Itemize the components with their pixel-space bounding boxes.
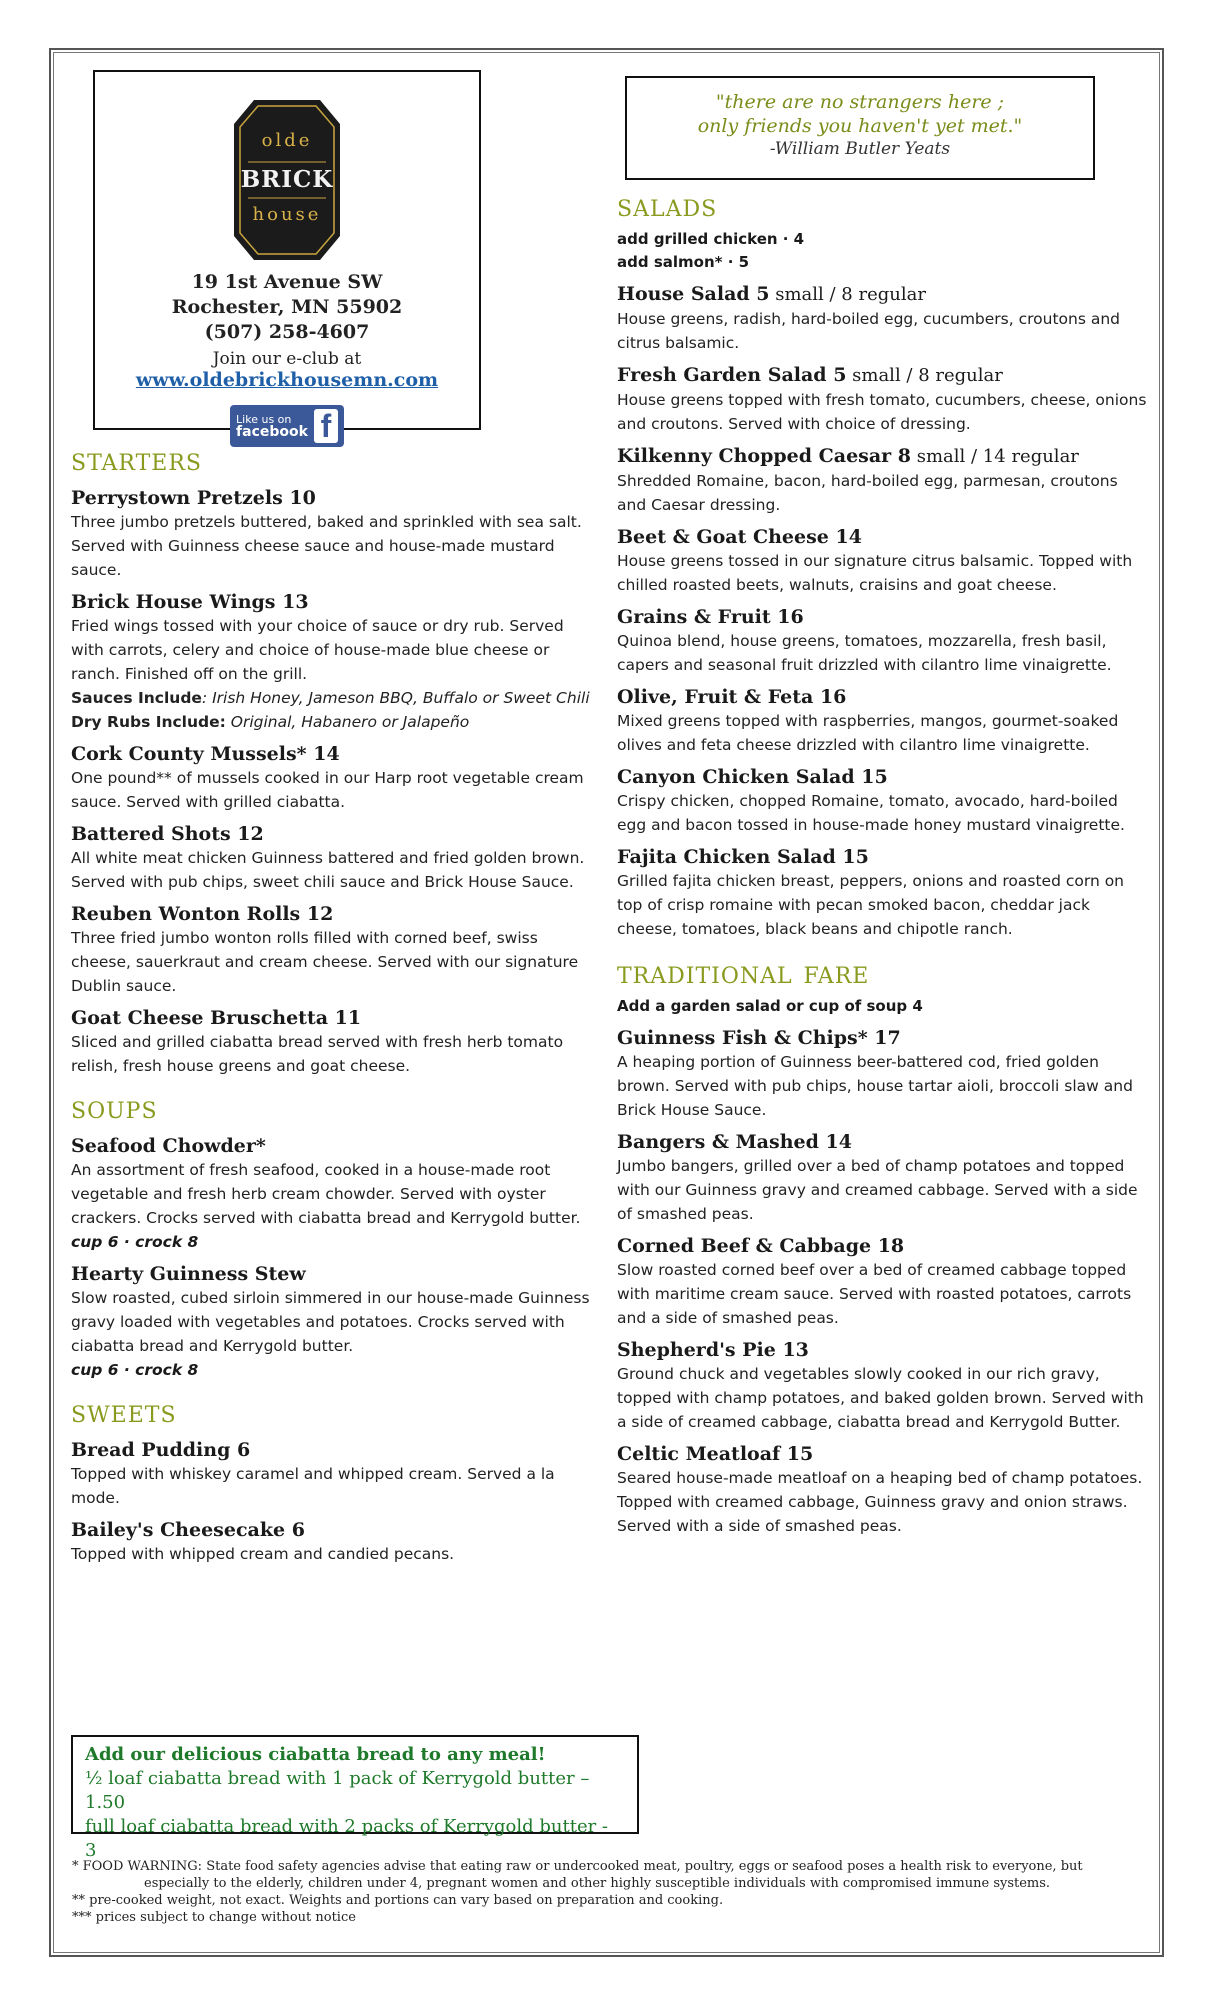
logo-line-house: house	[252, 204, 322, 225]
menu-item	[617, 845, 1147, 941]
section-title: salads	[617, 188, 718, 224]
menu-item	[617, 525, 1147, 597]
item-description: Ground chuck and vegetables slowly cooked in our rich gravy, topped with champ potatoes, and baked golden brown. Served with a side of creamed cabbage, ciabatta bread and Kerrygold Butter.	[617, 1365, 1144, 1431]
item-description: An assortment of fresh seafood, cooked in a house-made root vegetable and fresh herb cream chowder. Served with oyster crackers. Crocks served with ciabatta bread and Kerrygold butter.	[71, 1161, 581, 1227]
restaurant-logo	[234, 100, 340, 260]
item-name: Seafood Chowder*	[71, 1135, 266, 1157]
sauces-list: : Irish Honey, Jameson BBQ, Buffalo or Sweet Chili	[201, 689, 590, 707]
item-size: small / 8 regular	[769, 284, 926, 305]
rubs-label: Dry Rubs Include:	[71, 713, 226, 731]
item-name: Hearty Guinness Stew	[71, 1263, 306, 1285]
salads-addon-chicken: add grilled chicken · 4	[617, 230, 805, 248]
logo-line-brick: BRICK	[240, 166, 334, 193]
menu-item	[71, 486, 596, 582]
item-name: Bangers & Mashed 14	[617, 1131, 852, 1153]
quote-author: -William Butler Yeats	[769, 139, 951, 159]
footnotes	[72, 1858, 1152, 1926]
menu-item	[617, 605, 1147, 677]
item-name: Corned Beef & Cabbage 18	[617, 1235, 905, 1257]
item-name: Cork County Mussels* 14	[71, 743, 340, 765]
item-name: Perrystown Pretzels 10	[71, 487, 316, 509]
item-description: Sliced and grilled ciabatta bread served with fresh herb tomato relish, fresh house greens and goat cheese.	[71, 1033, 564, 1075]
item-size: small / 8 regular	[846, 365, 1003, 386]
item-description: Crispy chicken, chopped Romaine, tomato, avocado, hard-boiled egg and bacon tossed in house-made honey mustard vinaigrette.	[617, 792, 1125, 834]
rubs-line	[71, 710, 596, 734]
bread-headline: Add our delicious ciabatta bread to any meal!	[85, 1744, 546, 1765]
left-column	[71, 70, 596, 1566]
menu-item	[617, 282, 1147, 355]
right-column	[617, 76, 1147, 1538]
salads-section	[617, 188, 1147, 941]
quote-line-2: only friends you haven't yet met."	[697, 115, 1023, 137]
item-price: cup 6 · crock 8	[71, 1361, 199, 1379]
quote-line-1: "there are no strangers here ;	[715, 91, 1005, 113]
section-title: soups	[71, 1090, 158, 1126]
food-warning-continued: especially to the elderly, children under 4, pregnant women and other highly susceptible individuals with compromised immune systems.	[144, 1876, 1051, 1891]
salads-addon-salmon: add salmon* · 5	[617, 253, 750, 271]
facebook-like-text: Like us on	[236, 413, 292, 426]
bread-full-loaf: full loaf ciabatta bread with 2 packs of Kerrygold butter - 3	[85, 1816, 609, 1861]
facebook-button[interactable]	[230, 405, 344, 447]
menu-item	[617, 1234, 1147, 1330]
item-description: Quinoa blend, house greens, tomatoes, mozzarella, fresh basil, capers and seasonal fruit drizzled with cilantro lime vinaigrette.	[617, 632, 1112, 674]
item-name: Canyon Chicken Salad 15	[617, 766, 888, 788]
menu-item	[617, 1130, 1147, 1226]
item-name: Fresh Garden Salad 5	[617, 364, 847, 386]
item-description: Topped with whipped cream and candied pecans.	[71, 1545, 455, 1563]
item-name: Celtic Meatloaf 15	[617, 1443, 814, 1465]
sweets-section	[71, 1394, 596, 1566]
sauces-label: Sauces Include	[71, 689, 202, 707]
item-description: Slow roasted corned beef over a bed of creamed cabbage topped with maritime cream sauce. Served with roasted potatoes, carrots and a side of smashed peas.	[617, 1261, 1132, 1327]
item-description: House greens, radish, hard-boiled egg, cucumbers, croutons and citrus balsamic.	[617, 310, 1121, 352]
menu-item	[71, 902, 596, 998]
rubs-list: Original, Habanero or Jalapeño	[225, 713, 470, 731]
website-link[interactable]: www.oldebrickhousemn.com	[135, 369, 439, 391]
eclub-text: Join our e-club at	[212, 349, 362, 369]
item-name: Bread Pudding 6	[71, 1439, 251, 1461]
item-name: Bailey's Cheesecake 6	[71, 1519, 305, 1541]
item-name: House Salad 5	[617, 283, 770, 305]
item-description: House greens topped with fresh tomato, cucumbers, cheese, onions and croutons. Served with choice of dressing.	[617, 391, 1147, 433]
item-name: Grains & Fruit 16	[617, 606, 804, 628]
item-description: Seared house-made meatloaf on a heaping bed of champ potatoes. Topped with creamed cabbage, Guinness gravy and onion straws. Served with a side of smashed peas.	[617, 1469, 1143, 1535]
item-price: cup 6 · crock 8	[71, 1233, 199, 1251]
item-description: Grilled fajita chicken breast, peppers, onions and roasted corn on top of crisp romaine with pecan smoked bacon, cheddar jack cheese, tomatoes, black beans and chipotle ranch.	[617, 872, 1125, 938]
item-description: Shredded Romaine, bacon, hard-boiled egg, parmesan, croutons and Caesar dressing.	[617, 472, 1118, 514]
item-name: Brick House Wings 13	[71, 591, 309, 613]
item-size: small / 14 regular	[911, 446, 1079, 467]
item-description: Three jumbo pretzels buttered, baked and sprinkled with sea salt. Served with Guinness cheese sauce and house-made mustard sauce.	[71, 513, 582, 579]
menu-item	[617, 1026, 1147, 1122]
menu-item	[617, 1442, 1147, 1538]
facebook-icon: f	[314, 409, 338, 443]
address-city: Rochester, MN 55902	[171, 296, 403, 318]
menu-item	[617, 1338, 1147, 1434]
item-description: A heaping portion of Guinness beer-battered cod, fried golden brown. Served with pub chips, house tartar aioli, broccoli slaw and Brick House Sauce.	[617, 1053, 1133, 1119]
starters-section	[71, 442, 596, 1078]
bread-half-loaf: ½ loaf ciabatta bread with 1 pack of Kerrygold butter – 1.50	[85, 1768, 590, 1813]
menu-item	[617, 765, 1147, 837]
item-description: Mixed greens topped with raspberries, mangos, gourmet-soaked olives and feta cheese drizzled with cilantro lime vinaigrette.	[617, 712, 1119, 754]
item-name: Reuben Wonton Rolls 12	[71, 903, 334, 925]
item-description: Three fried jumbo wonton rolls filled with corned beef, swiss cheese, sauerkraut and cream cheese. Served with our signature Dublin sauce.	[71, 929, 579, 995]
soups-section	[71, 1090, 596, 1382]
section-title: traditional fare	[617, 955, 870, 991]
item-name: Shepherd's Pie 13	[617, 1339, 809, 1361]
item-name: Battered Shots 12	[71, 823, 264, 845]
traditional-fare-section	[617, 955, 1147, 1538]
menu-item	[71, 1262, 596, 1382]
item-name: Kilkenny Chopped Caesar 8	[617, 445, 912, 467]
item-description: House greens tossed in our signature citrus balsamic. Topped with chilled roasted beets, walnuts, craisins and goat cheese.	[617, 552, 1133, 594]
phone-number: (507) 258-4607	[204, 321, 370, 343]
item-description: Fried wings tossed with your choice of sauce or dry rub. Served with carrots, celery and choice of house-made blue cheese or ranch. Finished off on the grill.	[71, 617, 564, 683]
item-description: Jumbo bangers, grilled over a bed of champ potatoes and topped with our Guinness gravy and creamed cabbage. Served with a side of smashed peas.	[617, 1157, 1138, 1223]
menu-item	[617, 685, 1147, 757]
item-description: Slow roasted, cubed sirloin simmered in our house-made Guinness gravy loaded with vegetables and potatoes. Crocks served with ciabatta bread and Kerrygold butter.	[71, 1289, 590, 1355]
menu-item	[71, 822, 596, 894]
sauces-line	[71, 686, 596, 710]
quote-box	[625, 76, 1095, 180]
menu-item	[71, 742, 596, 814]
menu-item	[71, 590, 596, 734]
menu-item	[71, 1134, 596, 1254]
section-title: sweets	[71, 1394, 177, 1430]
price-note: *** prices subject to change without notice	[72, 1910, 356, 1925]
menu-item	[617, 444, 1147, 517]
item-description: One pound** of mussels cooked in our Harp root vegetable cream sauce. Served with grilled ciabatta.	[71, 769, 584, 811]
item-name: Beet & Goat Cheese 14	[617, 526, 862, 548]
weight-note: ** pre-cooked weight, not exact. Weights and portions can vary based on preparation and cooking.	[72, 1893, 724, 1908]
facebook-label: facebook	[236, 424, 308, 440]
logo-line-olde: olde	[261, 130, 313, 151]
food-warning: * FOOD WARNING: State food safety agencies advise that eating raw or undercooked meat, poultry, eggs or seafood poses a health risk to everyone, but	[72, 1859, 1083, 1874]
item-name: Guinness Fish & Chips* 17	[617, 1027, 901, 1049]
menu-item	[71, 1438, 596, 1510]
menu-item	[71, 1006, 596, 1078]
item-name: Olive, Fruit & Feta 16	[617, 686, 847, 708]
item-name: Fajita Chicken Salad 15	[617, 846, 869, 868]
address-street: 19 1st Avenue SW	[191, 271, 383, 293]
item-name: Goat Cheese Bruschetta 11	[71, 1007, 362, 1029]
section-title: starters	[71, 442, 202, 478]
item-description: Topped with whiskey caramel and whipped cream. Served a la mode.	[71, 1465, 555, 1507]
traditional-addon: Add a garden salad or cup of soup 4	[617, 997, 923, 1015]
menu-item	[617, 363, 1147, 436]
restaurant-info-box	[93, 70, 481, 444]
ciabatta-bread-box	[71, 1735, 639, 1861]
menu-item	[71, 1518, 596, 1566]
item-description: All white meat chicken Guinness battered and fried golden brown. Served with pub chips, sweet chili sauce and Brick House Sauce.	[71, 849, 585, 891]
